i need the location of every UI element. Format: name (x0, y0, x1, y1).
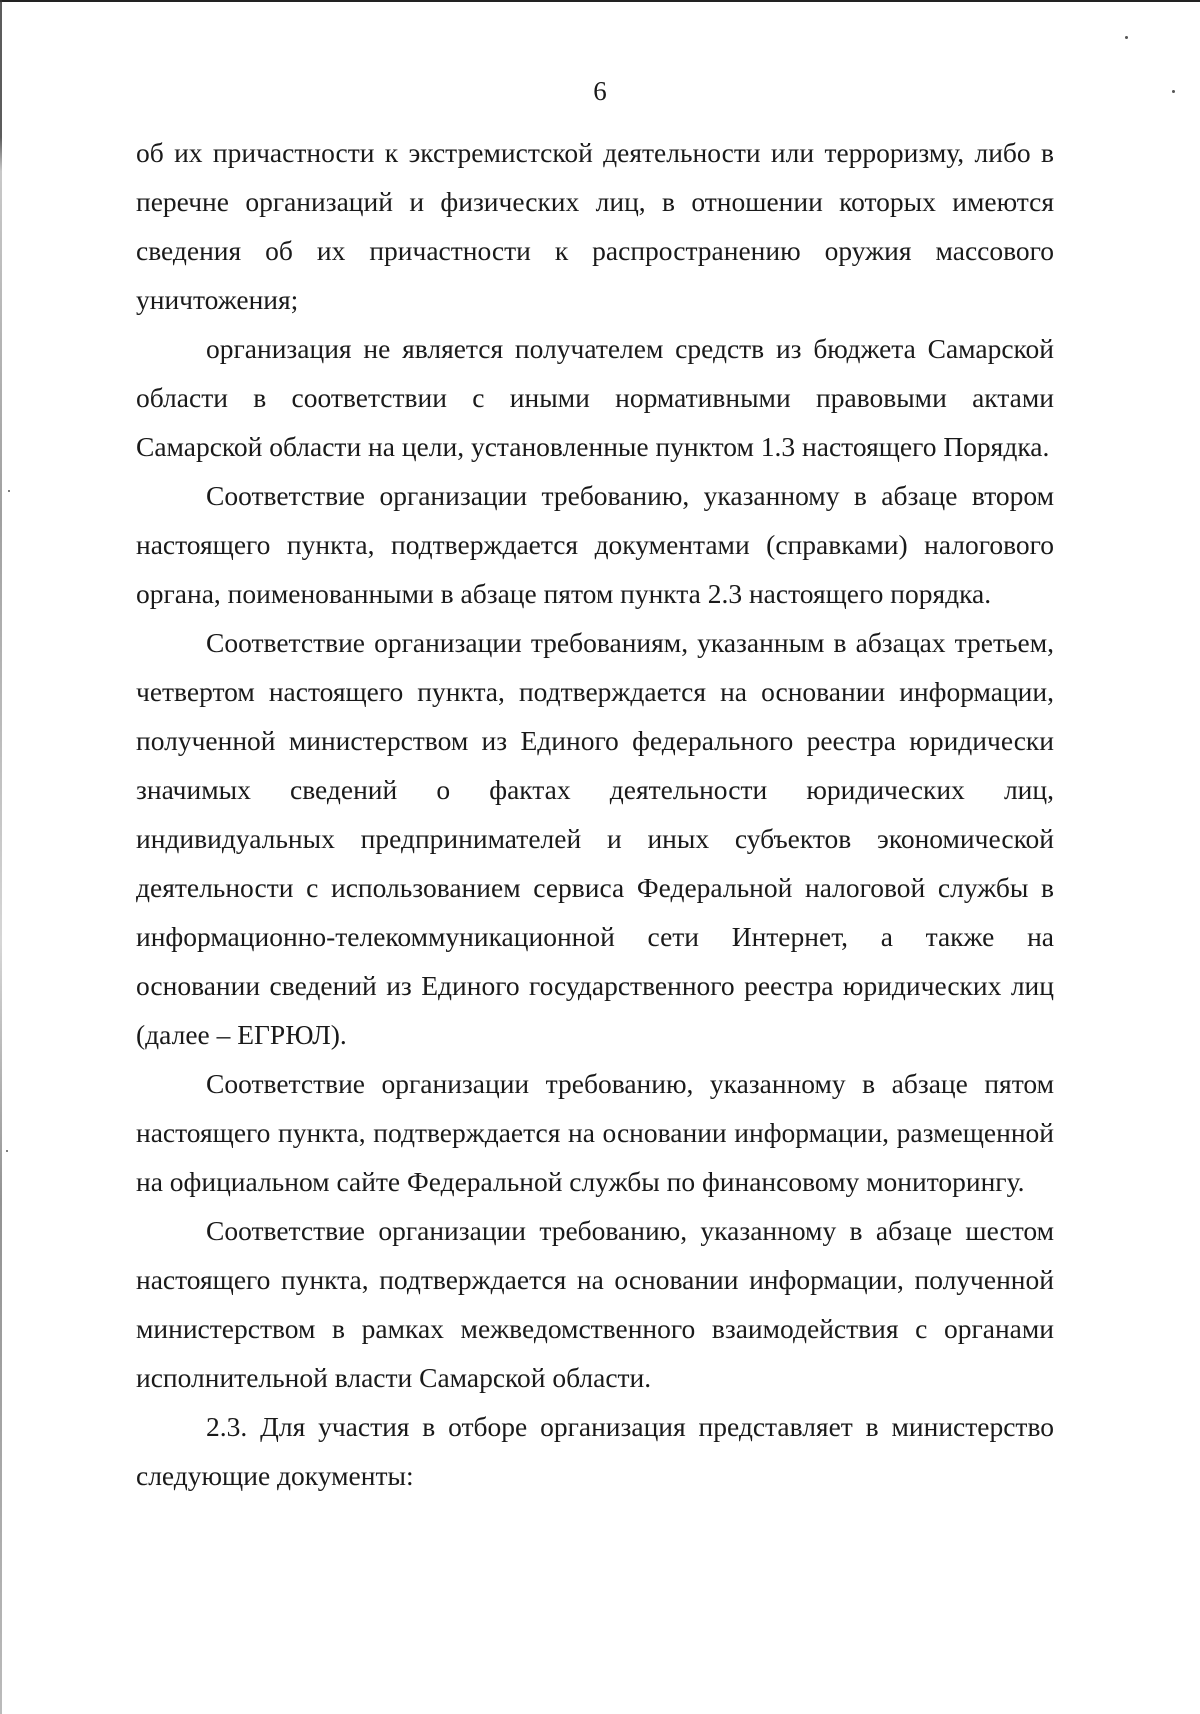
paragraph-extremism-list-continuation: об их причастности к экстремистской деятельности или терроризму, либо в перечне организаций и физических лиц, в отношении которых имеются сведения об их причастности к распространению оружия массового уничтожения; (136, 137, 1054, 315)
scan-top-border (0, 0, 1200, 2)
scan-speck (1125, 36, 1128, 39)
scan-speck (6, 1150, 8, 1152)
paragraph-budget-recipient: организация не является получателем средств из бюджета Самарской области в соответствии с иными нормативными правовыми актами Самарской области на цели, установленные пунктом 1.3 настоящего Порядка. (136, 333, 1054, 462)
paragraph-tax-documents: Соответствие организации требованию, указанному в абзаце втором настоящего пункта, подтверждается документами (справками) налогового органа, поименованными в абзаце пятом пункта 2.3 настоящего порядка. (136, 480, 1054, 609)
page-number: 6 (593, 76, 607, 106)
scan-speck (8, 490, 10, 492)
paragraph-section-2-3: 2.3. Для участия в отборе организация представляет в министерство следующие документы: (136, 1411, 1054, 1491)
scan-speck (1172, 90, 1175, 93)
scan-left-border (0, 0, 2, 1714)
document-body (136, 128, 1054, 1500)
paragraph-financial-monitoring: Соответствие организации требованию, указанному в абзаце пятом настоящего пункта, подтверждается на основании информации, размещенной на официальном сайте Федеральной службы по финансовому мониторингу. (136, 1068, 1054, 1197)
paragraph-interagency: Соответствие организации требованию, указанному в абзаце шестом настоящего пункта, подтверждается на основании информации, полученной министерством в рамках межведомственного взаимодействия с органами исполнительной власти Самарской области. (136, 1215, 1054, 1393)
paragraph-federal-registry: Соответствие организации требованиям, указанным в абзацах третьем, четвертом настоящего пункта, подтверждается на основании информации, полученной министерством из Единого федерального реестра юридически значимых сведений о фактах деятельности юридических лиц, индивидуальных предпринимателей и иных субъектов экономической деятельности с использованием сервиса Федеральной налоговой службы в информационно-телекоммуникационной сети Интернет, а также на основании сведений из Единого государственного реестра юридических лиц (далее – ЕГРЮЛ). (136, 627, 1054, 1050)
